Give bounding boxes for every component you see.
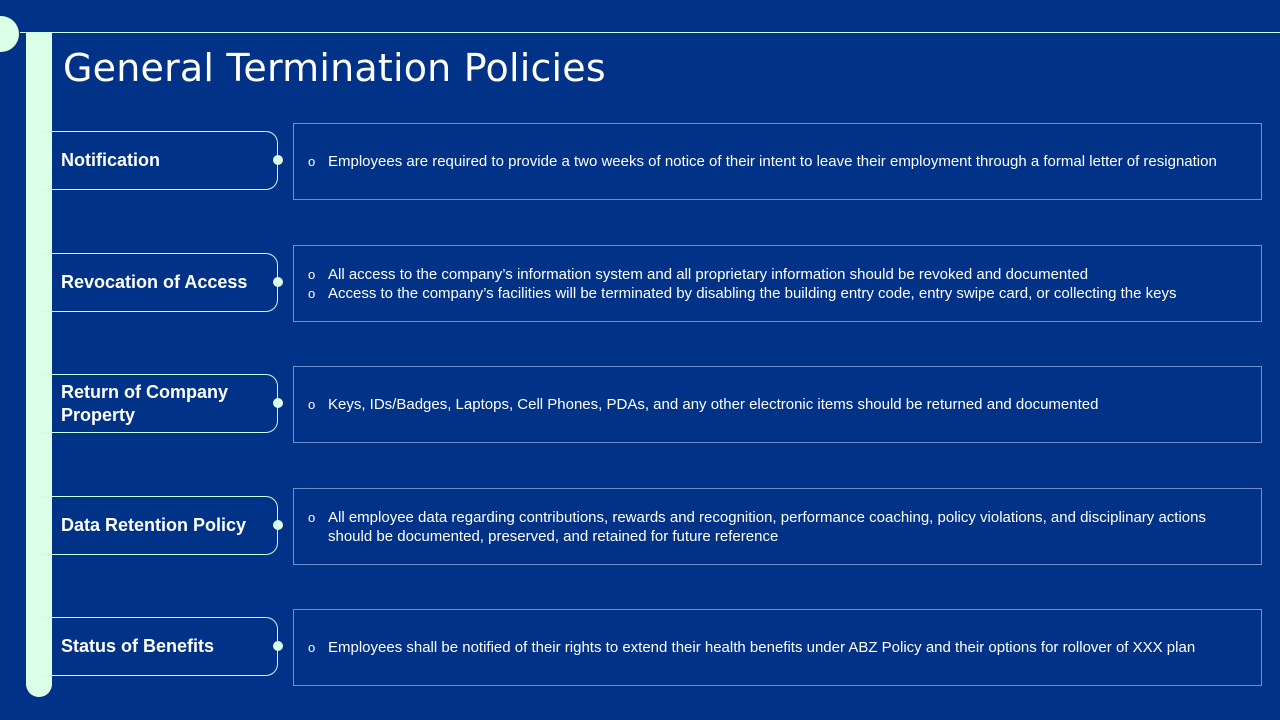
bullet-marker: o xyxy=(308,509,316,525)
connector-dot xyxy=(273,520,283,530)
policy-label-box xyxy=(40,374,278,433)
connector-dot xyxy=(273,277,283,287)
policy-bullet xyxy=(308,265,1233,284)
policy-label-box xyxy=(40,617,278,676)
bullet-marker: o xyxy=(308,640,316,655)
top-divider-line xyxy=(20,32,1280,33)
policy-bullet xyxy=(308,395,1233,414)
bullet-text: All employee data regarding contributions, rewards and recognition, performance coaching, policy violations, and disciplinary actions should be documented, preserved, and retained for future reference xyxy=(328,508,1206,545)
bullet-text: All access to the company’s information system and all proprietary information should be revoked and documented xyxy=(328,265,1089,283)
connector-dot xyxy=(273,641,283,651)
policy-row-notification xyxy=(0,123,1280,203)
bullet-text: Employees are required to provide a two weeks of notice of their intent to leave their employment through a formal letter of resignation xyxy=(328,153,1217,170)
policy-bullet xyxy=(308,284,1233,303)
page-title: General Termination Policies xyxy=(63,46,606,90)
policy-detail-box xyxy=(293,123,1262,200)
policy-label: Revocation of Access xyxy=(61,272,248,292)
policy-label: Status of Benefits xyxy=(61,636,215,656)
policy-label-box xyxy=(40,253,278,312)
bullet-text: Employees shall be notified of their rights to extend their health benefits under ABZ Policy and their options for rollover of XXX plan xyxy=(328,639,1196,656)
policy-row-status-of-benefits xyxy=(0,609,1280,689)
policy-label-box xyxy=(40,131,278,190)
connector-dot xyxy=(273,155,283,165)
policy-label: Notification xyxy=(61,150,160,170)
policy-detail-box xyxy=(293,609,1262,686)
policy-bullet xyxy=(308,152,1233,171)
bullet-text: Keys, IDs/Badges, Laptops, Cell Phones, PDAs, and any other electronic items should be returned and documented xyxy=(328,396,1099,413)
policy-row-return-of-company-property xyxy=(0,366,1280,446)
policy-label-box xyxy=(40,496,278,555)
policy-row-data-retention-policy xyxy=(0,488,1280,568)
policy-bullet xyxy=(308,638,1233,657)
policy-row-revocation-of-access xyxy=(0,245,1280,325)
corner-circle-decoration xyxy=(0,16,19,52)
bullet-text: Access to the company’s facilities will be terminated by disabling the building entry code, entry swipe card, or collecting the keys xyxy=(328,284,1177,302)
bullet-marker: o xyxy=(308,154,316,169)
policy-detail-box xyxy=(293,488,1262,565)
policy-detail-box xyxy=(293,366,1262,443)
policy-bullet xyxy=(308,508,1233,546)
policy-label: Data Retention Policy xyxy=(61,515,247,535)
policy-label: Return of Company Property xyxy=(61,381,229,425)
bullet-marker: o xyxy=(308,397,316,412)
connector-dot xyxy=(273,398,283,408)
bullet-marker: o xyxy=(308,285,316,301)
bullet-marker: o xyxy=(308,266,316,282)
policy-detail-box xyxy=(293,245,1262,322)
